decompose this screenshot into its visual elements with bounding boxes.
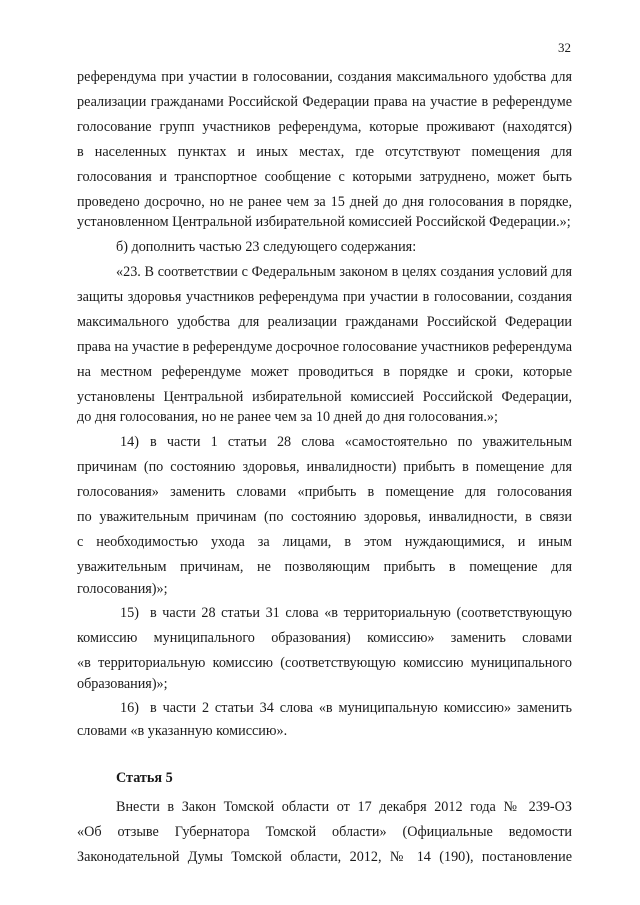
text-line: референдума при участии в голосовании, создания максимального удобства для — [77, 69, 572, 85]
text-line: комиссию муниципального образования) комиссию» заменить словами — [77, 630, 572, 646]
text-line: голосование групп участников референдума, которые проживают (находятся) — [77, 119, 572, 135]
article-heading: Статья 5 — [116, 770, 173, 786]
text-line: голосования» заменить словами «прибыть в помещение для голосования — [77, 484, 572, 500]
text-line: проведено досрочно, но не ранее чем за 15 дней до дня голосования в порядке, — [77, 194, 572, 210]
item-number: 14) — [120, 434, 139, 450]
text-line: «23. В соответствии с Федеральным законом в целях создания условий для — [116, 264, 572, 280]
text-line: на местном референдуме может проводиться в порядке и сроки, которые — [77, 364, 572, 380]
text-line: причинам (по состоянию здоровья, инвалидности) прибыть в помещение для — [77, 459, 572, 475]
text-line: словами «в указанную комиссию». — [77, 723, 288, 739]
item-text: в части 2 статьи 34 слова «в муниципальную комиссию» заменить — [150, 700, 572, 716]
text-line: с необходимостью ухода за лицами, в этом нуждающимися, и иным — [77, 534, 572, 550]
page-number: 32 — [558, 40, 571, 55]
item-number: 16) — [120, 700, 139, 716]
text-line: б) дополнить частью 23 следующего содержания: — [116, 239, 417, 255]
text-line: образования)»; — [77, 676, 168, 692]
item-text: в части 1 статьи 28 слова «самостоятельно по уважительным — [150, 434, 572, 450]
text-line: «в территориальную комиссию (соответствующую комиссию муниципального — [77, 655, 572, 671]
text-line: установленном Центральной избирательной комиссией Российской Федерации.»; — [77, 214, 571, 230]
text-line: Законодательной Думы Томской области, 2012, № 14 (190), постановление — [77, 849, 572, 865]
text-line: установлены Центральной избирательной комиссией Российской Федерации, — [77, 389, 572, 405]
text-line: в населенных пунктах и иных местах, где отсутствуют помещения для — [77, 144, 572, 160]
item-text: в части 28 статьи 31 слова «в территориальную (соответствующую — [150, 605, 572, 621]
text-line: права на участие в референдуме досрочное голосование участников референдума — [77, 339, 572, 355]
text-line: защиты здоровья участников референдума при участии в голосовании, создания — [77, 289, 572, 305]
text-line: Внести в Закон Томской области от 17 декабря 2012 года № 239-ОЗ — [116, 799, 572, 815]
text-line: до дня голосования, но не ранее чем за 10 дней до дня голосования.»; — [77, 409, 498, 425]
text-line: максимального удобства для реализации гражданами Российской Федерации — [77, 314, 572, 330]
text-line: голосования и транспортное сообщение с которыми затруднено, может быть — [77, 169, 572, 185]
text-line: реализации гражданами Российской Федерации права на участие в референдуме — [77, 94, 572, 110]
text-line: уважительным причинам, не позволяющим прибыть в помещение для — [77, 559, 572, 575]
item-number: 15) — [120, 605, 139, 621]
text-line: голосования)»; — [77, 581, 168, 597]
text-line: по уважительным причинам (по состоянию здоровья, инвалидности, в связи — [77, 509, 572, 525]
text-line: «Об отзыве Губернатора Томской области» (Официальные ведомости — [77, 824, 572, 840]
